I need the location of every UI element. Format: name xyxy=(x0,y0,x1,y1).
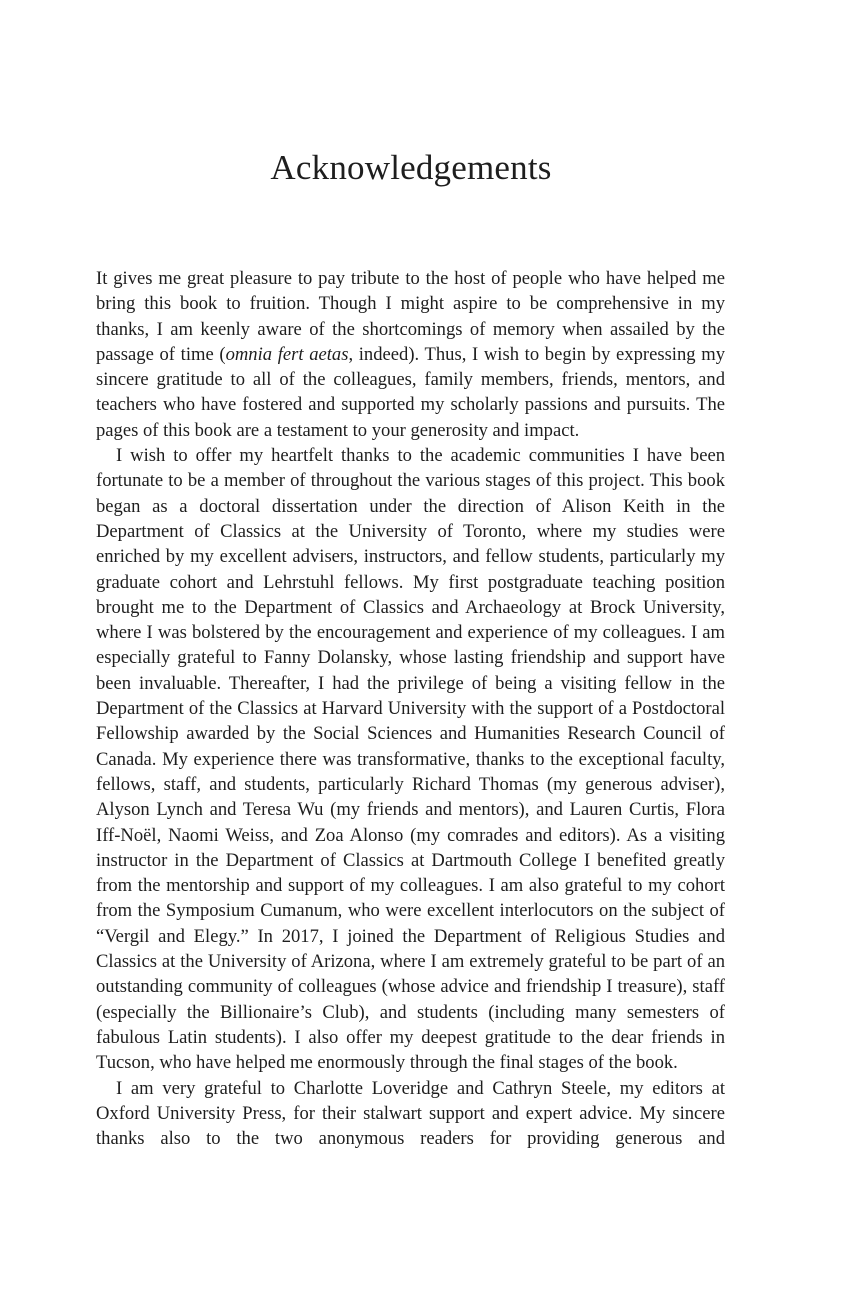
paragraph-2: I wish to offer my heartfelt thanks to the academic communities I have been fortunate to be a member of throughout the various stages of this project. This book began as a doctoral dissertation under the direction of Alison Keith in the Department of Classics at the University of Toronto, where my studies were enriched by my excellent advisers, instructors, and fellow students, particularly my graduate cohort and Lehrstuhl fellows. My first postgraduate teaching position brought me to the Department of Classics and Archaeology at Brock University, where I was bolstered by the encouragement and experience of my colleagues. I am especially grateful to Fanny Dolansky, whose lasting friendship and support have been invaluable. Thereafter, I had the privilege of being a visiting fellow in the Department of the Classics at Harvard University with the support of a Postdoctoral Fellowship awarded by the Social Sciences and Humanities Research Council of Canada. My experience there was transformative, thanks to the exceptional faculty, fellows, staff, and students, particularly Richard Thomas (my generous adviser), Alyson Lynch and Teresa Wu (my friends and mentors), and Lauren Curtis, Flora Iff-Noël, Naomi Weiss, and Zoa Alonso (my comrades and editors). As a visiting instructor in the Department of Classics at Dartmouth College I benefited greatly from the mentorship and support of my colleagues. I am also grateful to my cohort from the Symposium Cumanum, who were excellent interlocutors on the subject of “Vergil and Elegy.” In 2017, I joined the Department of Religious Studies and Classics at the University of Arizona, where I am extremely grateful to be part of an outstanding community of colleagues (whose advice and friendship I treasure), staff (especially the Billionaire’s Club), and students (including many semesters of fabulous Latin students). I also offer my deepest gratitude to the dear friends in Tucson, who have helped me enormously through the final stages of the book. xyxy=(96,445,725,1074)
paragraph-3: I am very grateful to Charlotte Loveridge and Cathryn Steele, my editors at Oxford University Press, for their stalwart support and expert advice. My sincere thanks also to the two anonymous readers for providing generous and xyxy=(96,1077,725,1150)
body-text xyxy=(96,266,725,1151)
paragraph-1-text-start: It gives me great pleasure to pay tribute to the host of people who have helped me bring this book to fruition. Though I might aspire to be comprehensive in my thanks, I am keenly aware of the shortcomings of memory when assailed by the passage of time ( xyxy=(96,268,725,365)
latin-phrase: omnia fert aetas xyxy=(225,343,349,365)
paragraph-1 xyxy=(96,266,725,443)
paragraph-1-text-end: , indeed). Thus, I wish to begin by expressing my sincere gratitude to all of the colleagues, family members, friends, mentors, and teachers who have fostered and supported my scholarly passions and pursuits. The pages of this book are a testament to your generosity and impact. xyxy=(96,343,725,441)
page-title: Acknowledgements xyxy=(270,148,552,187)
